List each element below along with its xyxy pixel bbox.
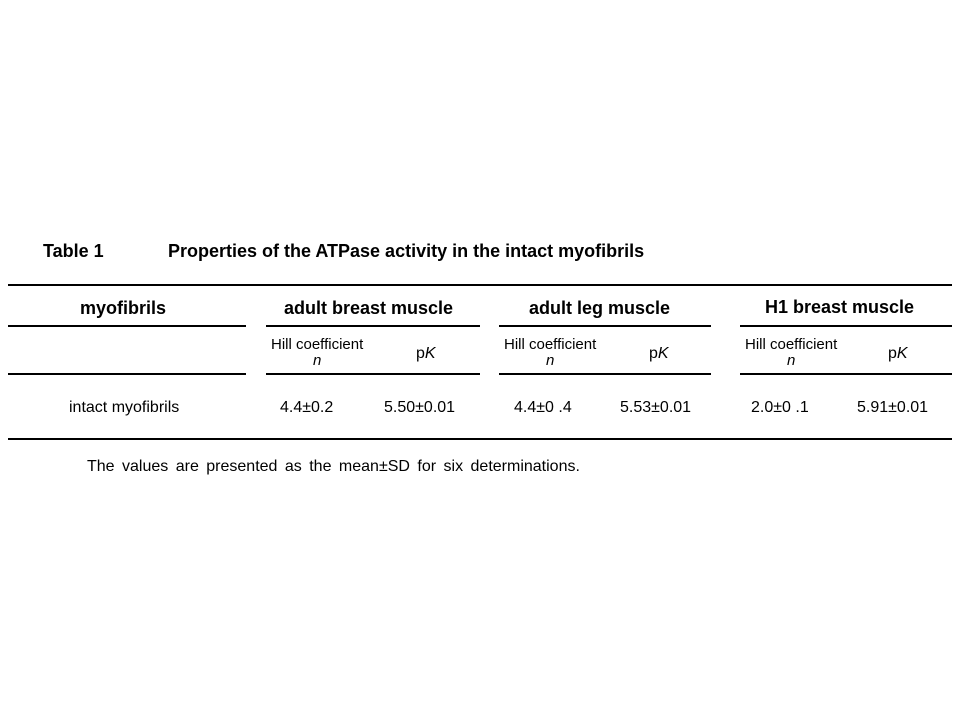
table-caption-label: Table 1 — [43, 241, 104, 261]
cell-h1-breast-hill: 2.0±0 .1 — [751, 399, 809, 416]
cell-adult-breast-pk: 5.50±0.01 — [384, 399, 456, 416]
row-header-myofibrils: myofibrils — [80, 298, 167, 318]
subheader-hill-h1-breast: Hill coefficient n — [745, 336, 838, 369]
subheader-underline-adult-leg — [499, 373, 711, 375]
group-header-adult-breast: adult breast muscle — [284, 298, 454, 318]
group-header-h1-breast: H1 breast muscle — [765, 297, 915, 317]
subheader-pk-h1-breast: pK — [888, 345, 908, 362]
header-underline-adult-breast — [266, 325, 480, 327]
subheader-underline-adult-breast — [266, 373, 480, 375]
top-rule — [8, 284, 952, 286]
subheader-pk-adult-breast: pK — [416, 345, 436, 362]
row-label-intact-myofibrils: intact myofibrils — [69, 399, 180, 416]
table-caption-title: Properties of the ATPase activity in the intact myofibrils — [168, 241, 645, 261]
cell-adult-leg-pk: 5.53±0.01 — [620, 399, 692, 416]
subheader-hill-adult-leg: Hill coefficient n — [504, 336, 597, 369]
table-footnote: The values are presented as the mean±SD for six determinations. — [87, 458, 580, 475]
group-header-adult-leg: adult leg muscle — [529, 298, 671, 318]
header-underline-myofibrils — [8, 325, 246, 327]
cell-adult-leg-hill: 4.4±0 .4 — [514, 399, 572, 416]
subheader-pk-adult-leg: pK — [649, 345, 669, 362]
header-underline-h1-breast — [740, 325, 952, 327]
subheader-hill-adult-breast: Hill coefficient n — [271, 336, 364, 369]
subheader-underline-myofibrils — [8, 373, 246, 375]
bottom-rule — [8, 438, 952, 440]
header-underline-adult-leg — [499, 325, 711, 327]
cell-adult-breast-hill: 4.4±0.2 — [280, 399, 334, 416]
cell-h1-breast-pk: 5.91±0.01 — [857, 399, 929, 416]
subheader-underline-h1-breast — [740, 373, 952, 375]
